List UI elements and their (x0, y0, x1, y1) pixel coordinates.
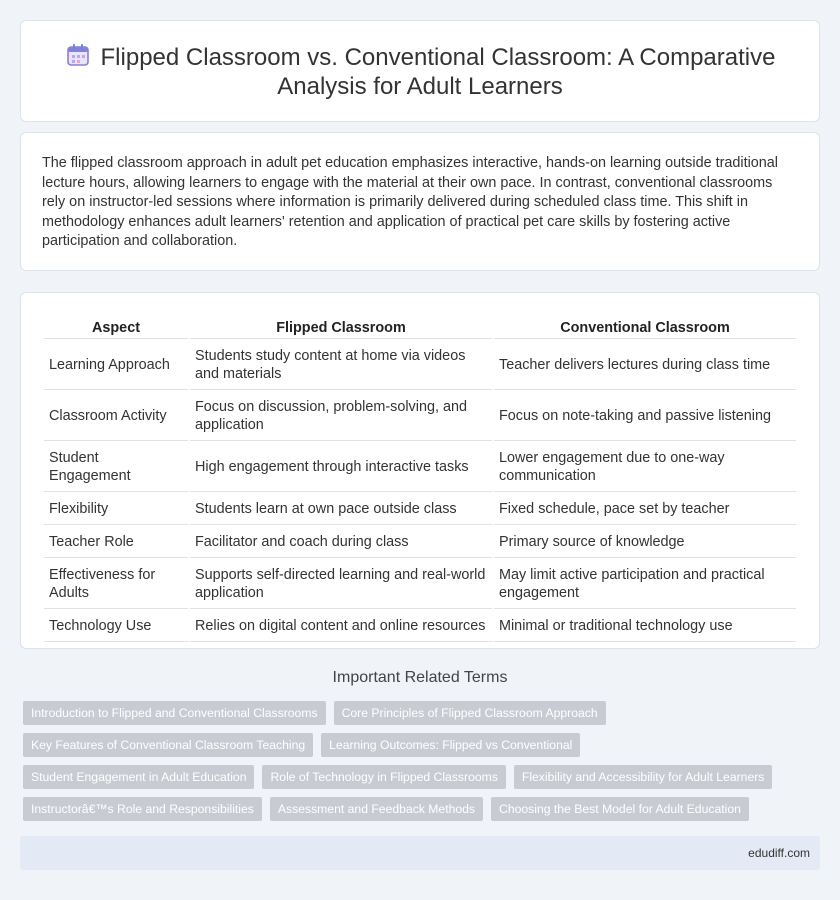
cell-aspect: Teacher Role (44, 527, 188, 558)
related-term-link[interactable]: Student Engagement in Adult Education (23, 765, 254, 789)
cell-conventional: Fixed schedule, pace set by teacher (494, 494, 796, 525)
footer-site-label: edudiff.com (748, 846, 810, 860)
related-term-link[interactable]: Learning Outcomes: Flipped vs Conventional (321, 733, 580, 757)
table-row (44, 392, 796, 441)
related-term-link[interactable]: Core Principles of Flipped Classroom Approach (334, 701, 606, 725)
cell-flipped: Students study content at home via videos and materials (190, 341, 492, 390)
table-row (44, 341, 796, 390)
cell-aspect: Technology Use (44, 611, 188, 642)
table-header-row (44, 316, 796, 339)
cell-flipped: Relies on digital content and online resources (190, 611, 492, 642)
related-term-link[interactable]: Choosing the Best Model for Adult Education (491, 797, 749, 821)
page-title (51, 42, 789, 101)
table-row (44, 560, 796, 609)
page-title-text: Flipped Classroom vs. Conventional Classroom: A Comparative Analysis for Adult Learners (100, 43, 776, 100)
cell-conventional: Teacher delivers lectures during class time (494, 341, 796, 390)
comparison-table-card (20, 292, 820, 649)
table-row (44, 611, 796, 642)
cell-conventional: Primary source of knowledge (494, 527, 796, 558)
summary-text: The flipped classroom approach in adult pet education emphasizes interactive, hands-on learning outside traditional lecture hours, allowing learners to engage with the material at their own pace. In contrast, conventional classrooms rely on instructor-led sessions where information is primarily delivered during scheduled class time. This shift in methodology enhances adult learners' retention and application of practical pet care skills by fostering active participation and collaboration. (42, 155, 778, 250)
related-term-link[interactable]: Assessment and Feedback Methods (270, 797, 483, 821)
cell-conventional: Minimal or traditional technology use (494, 611, 796, 642)
summary-card (20, 132, 820, 271)
cell-conventional: Focus on note-taking and passive listening (494, 392, 796, 441)
column-header-aspect: Aspect (44, 316, 188, 339)
table-row (44, 494, 796, 525)
related-term-link[interactable]: Introduction to Flipped and Conventional Classrooms (23, 701, 326, 725)
table-row (44, 443, 796, 492)
cell-aspect: Student Engagement (44, 443, 188, 492)
cell-flipped: Supports self-directed learning and real-world application (190, 560, 492, 609)
column-header-flipped: Flipped Classroom (190, 316, 492, 339)
table-row (44, 527, 796, 558)
related-term-link[interactable]: Role of Technology in Flipped Classrooms (262, 765, 505, 789)
cell-flipped: Students learn at own pace outside class (190, 494, 492, 525)
cell-aspect: Learning Approach (44, 341, 188, 390)
related-term-link[interactable]: Flexibility and Accessibility for Adult Learners (514, 765, 773, 789)
cell-aspect: Flexibility (44, 494, 188, 525)
cell-aspect: Effectiveness for Adults (44, 560, 188, 609)
title-card (20, 20, 820, 122)
comparison-table (42, 314, 798, 644)
footer (20, 836, 820, 870)
cell-conventional: Lower engagement due to one-way communication (494, 443, 796, 492)
cell-flipped: Focus on discussion, problem-solving, and application (190, 392, 492, 441)
related-terms-list (23, 701, 813, 821)
related-term-link[interactable]: Key Features of Conventional Classroom Teaching (23, 733, 313, 757)
related-term-link[interactable]: Instructorâ€™s Role and Responsibilities (23, 797, 262, 821)
calendar-icon (65, 42, 91, 68)
related-terms-heading: Important Related Terms (332, 669, 508, 686)
cell-aspect: Classroom Activity (44, 392, 188, 441)
cell-flipped: High engagement through interactive tasks (190, 443, 492, 492)
column-header-conventional: Conventional Classroom (494, 316, 796, 339)
cell-conventional: May limit active participation and practical engagement (494, 560, 796, 609)
cell-flipped: Facilitator and coach during class (190, 527, 492, 558)
